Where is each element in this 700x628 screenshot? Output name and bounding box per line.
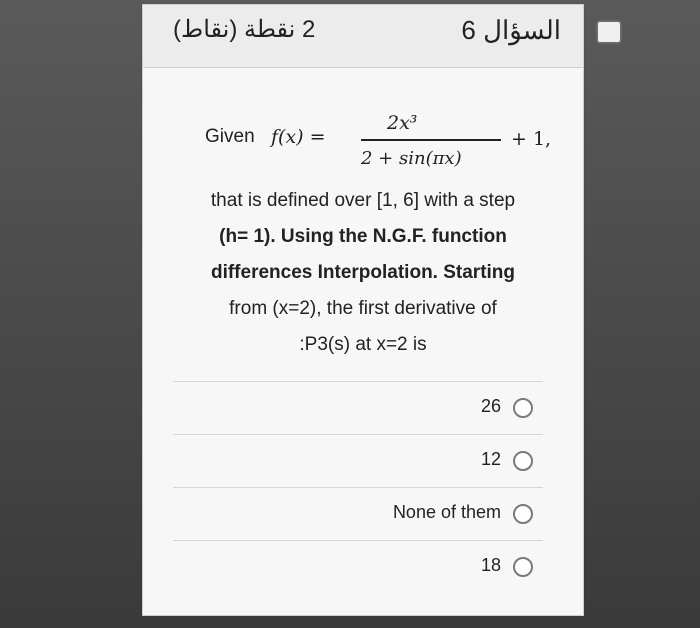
formula-plus: + 1, <box>511 128 552 150</box>
formula-denominator: 2 + sin(πx) <box>361 148 462 169</box>
radio-button[interactable] <box>513 398 533 418</box>
radio-button[interactable] <box>513 451 533 471</box>
radio-button[interactable] <box>513 504 533 524</box>
question-text <box>143 113 583 363</box>
formula <box>143 105 583 183</box>
question-number: السؤال 6 <box>461 15 561 45</box>
answer-option[interactable] <box>173 540 543 593</box>
question-line-5: :P3(s) at x=2 is <box>299 334 427 355</box>
question-card <box>142 4 584 616</box>
formula-numerator: 2x³ <box>387 112 418 134</box>
question-line-2: (h= 1). Using the N.G.F. function <box>219 226 507 247</box>
answer-option[interactable] <box>173 381 543 434</box>
answer-option-label: None of them <box>392 502 501 522</box>
question-line-1: that is defined over [1, 6] with a step <box>210 190 516 211</box>
answer-option[interactable] <box>173 434 543 487</box>
given-label: Given <box>205 126 255 147</box>
question-line-3: differences Interpolation. Starting <box>210 262 516 283</box>
points-label: 2 نقطة (نقاط) <box>173 16 316 43</box>
answer-option-label: 18 <box>480 555 501 575</box>
formula-lhs: f(x) = <box>271 126 326 148</box>
question-header <box>143 5 583 68</box>
answer-option-label: 26 <box>480 396 501 416</box>
radio-button[interactable] <box>513 557 533 577</box>
question-line-4: from (x=2), the first derivative of <box>229 298 497 319</box>
flag-question-icon[interactable] <box>596 20 622 44</box>
answer-options <box>173 381 543 593</box>
answer-option[interactable] <box>173 487 543 540</box>
answer-option-label: 12 <box>480 449 501 469</box>
